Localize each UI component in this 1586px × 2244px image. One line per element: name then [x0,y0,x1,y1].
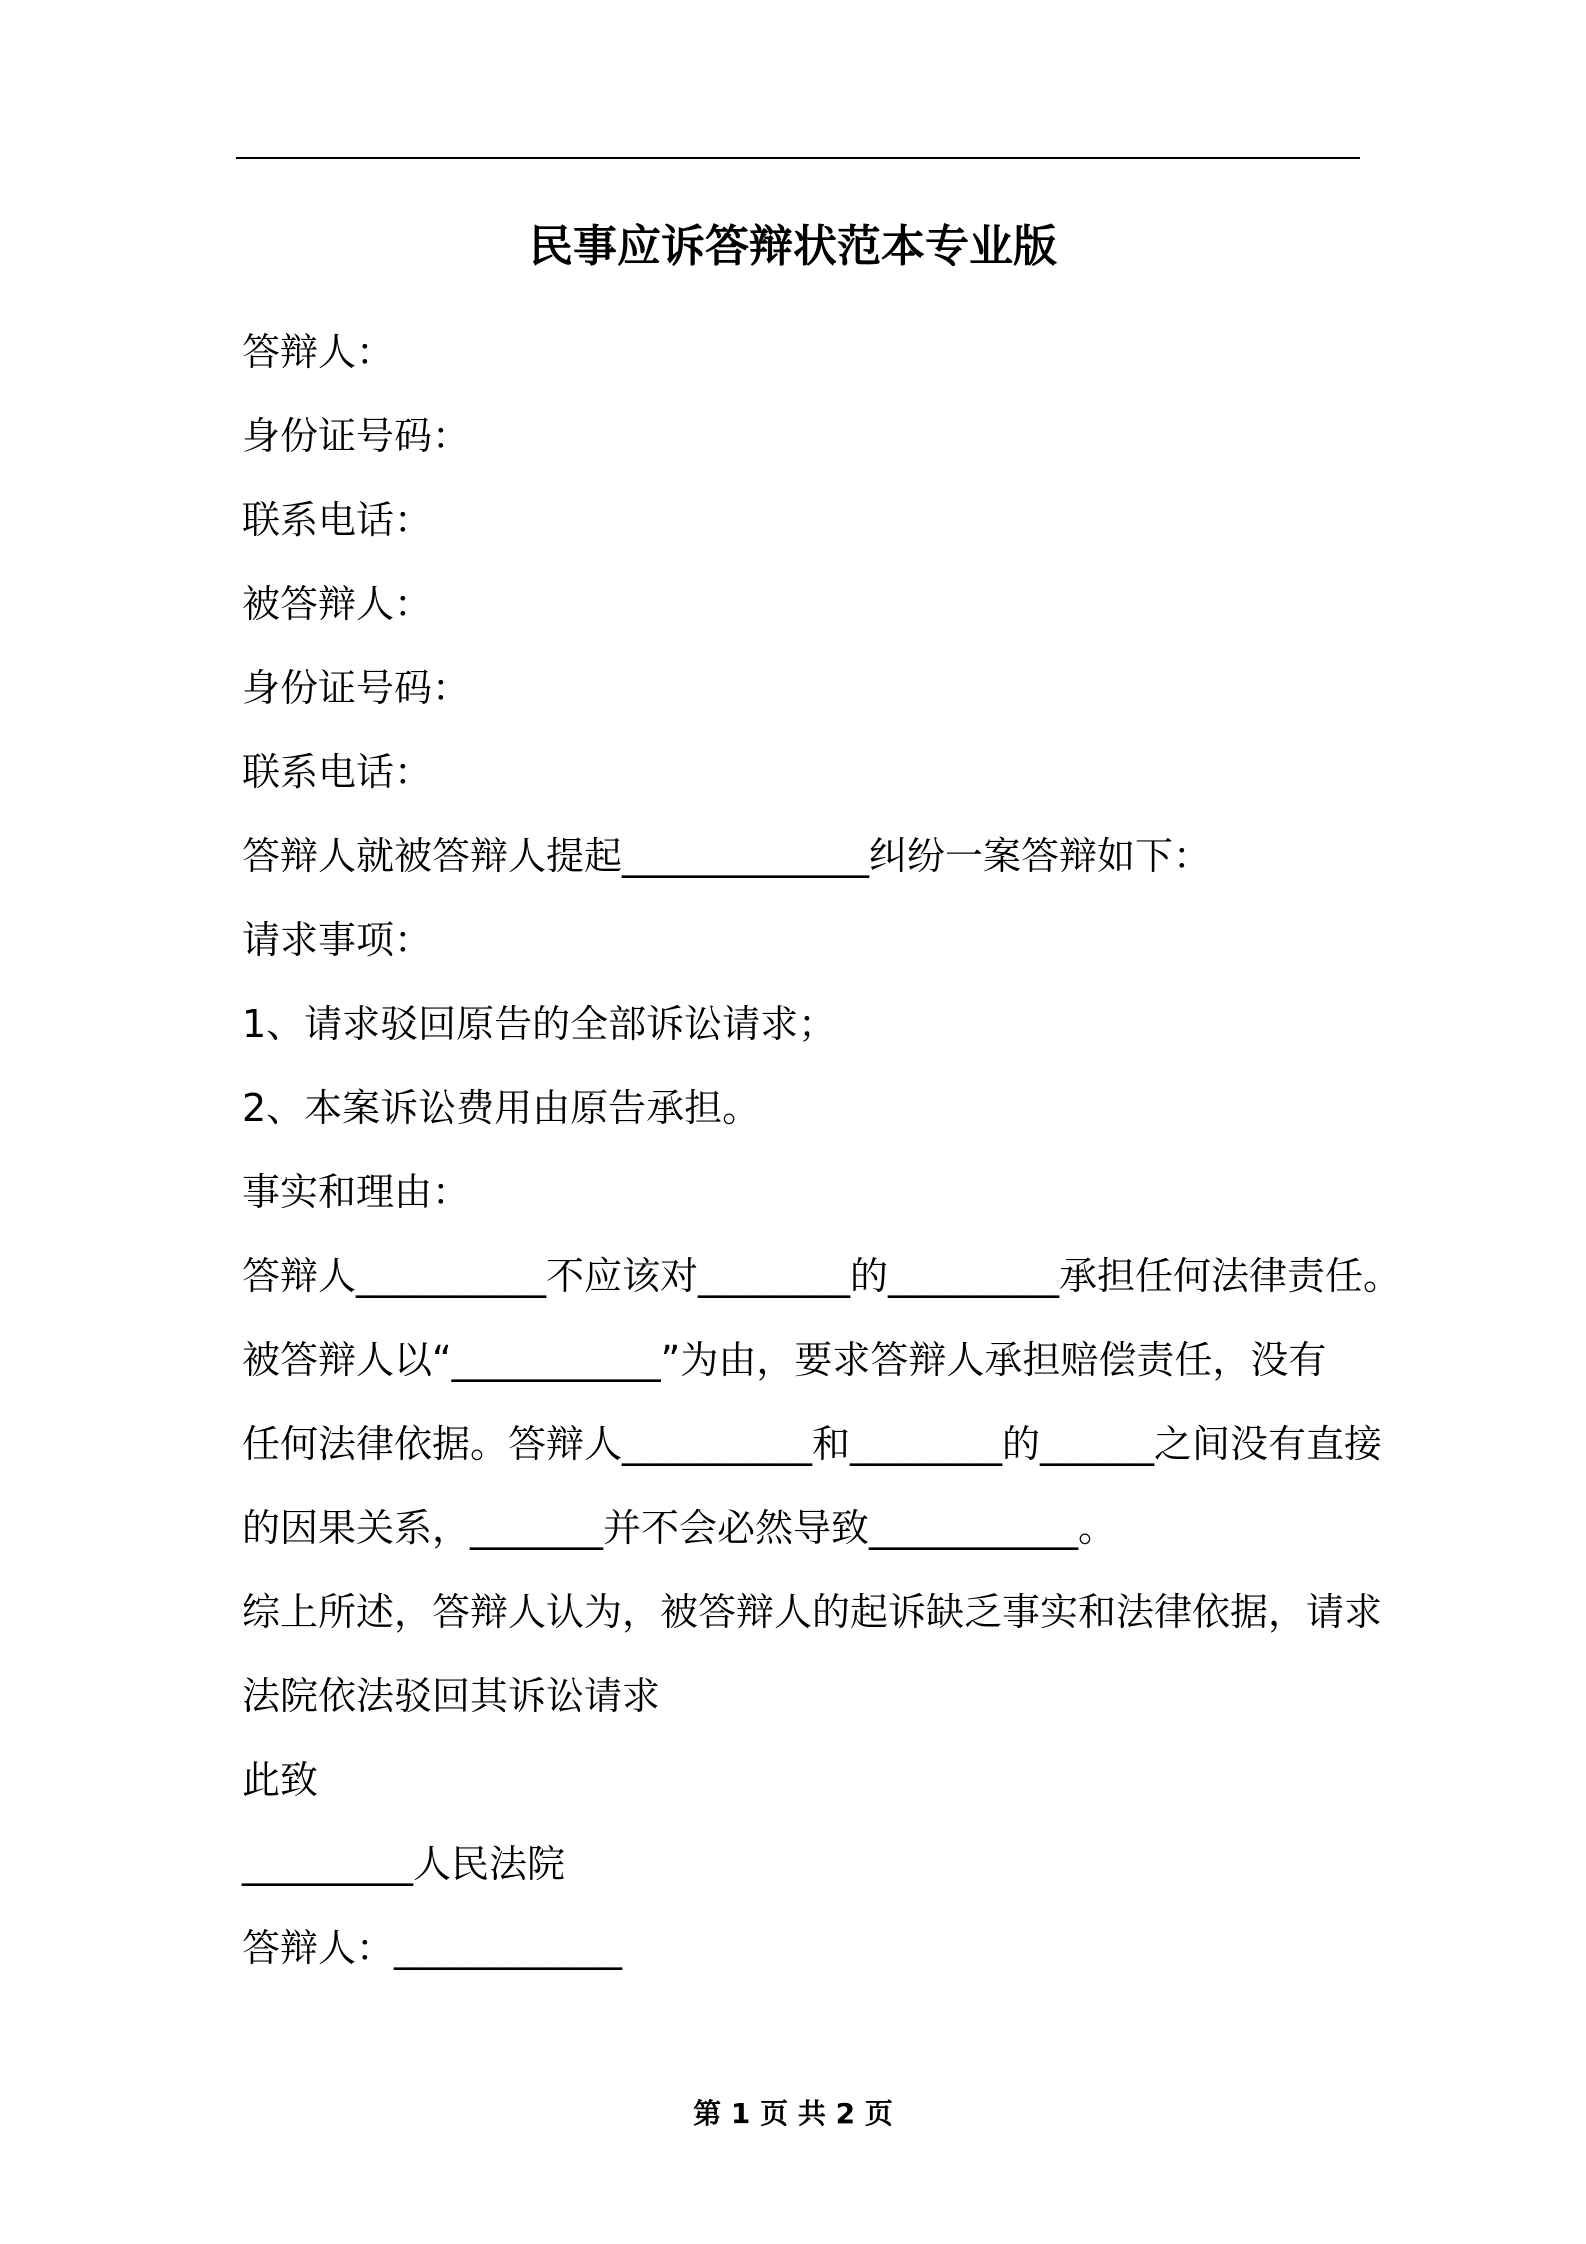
document-title: 民事应诉答辩状范本专业版 [529,221,1057,272]
request-item-1: 1、请求驳回原告的全部诉讼请求； [242,1002,837,1046]
conclusion-line-2: 法院依法驳回其诉讼请求 [242,1674,661,1718]
page-number: 第 1 页 共 2 页 [693,2097,893,2130]
respondent-id-label: 身份证号码： [242,414,471,458]
salutation: 此致 [242,1758,319,1802]
facts-line-4: 的因果关系，_______并不会必然导致___________。 [242,1506,1117,1550]
claimant-label: 被答辩人： [242,582,433,626]
facts-heading: 事实和理由： [242,1170,471,1214]
document-body [242,322,1402,2002]
respondent-phone-label: 联系电话： [242,498,433,542]
signature-line: 答辩人：____________ [242,1926,623,1970]
claimant-id-label: 身份证号码： [242,666,471,710]
claimant-phone-label: 联系电话： [242,750,433,794]
case-intro: 答辩人就被答辩人提起_____________纠纷一案答辩如下： [242,834,1212,878]
facts-line-2: 被答辩人以“___________”为由，要求答辩人承担赔偿责任，没有 [242,1338,1327,1382]
facts-line-3: 任何法律依据。答辩人__________和________的______之间没有直接 [242,1422,1383,1466]
request-item-2: 2、本案诉讼费用由原告承担。 [242,1086,761,1130]
requests-heading: 请求事项： [242,918,433,962]
court-name-line: _________人民法院 [242,1842,566,1886]
header-rule [236,157,1360,159]
facts-line-1: 答辩人__________不应该对________的_________承担任何法律责任。 [242,1254,1402,1298]
respondent-label: 答辩人： [242,330,395,374]
conclusion-line-1: 综上所述，答辩人认为，被答辩人的起诉缺乏事实和法律依据，请求 [242,1590,1383,1634]
